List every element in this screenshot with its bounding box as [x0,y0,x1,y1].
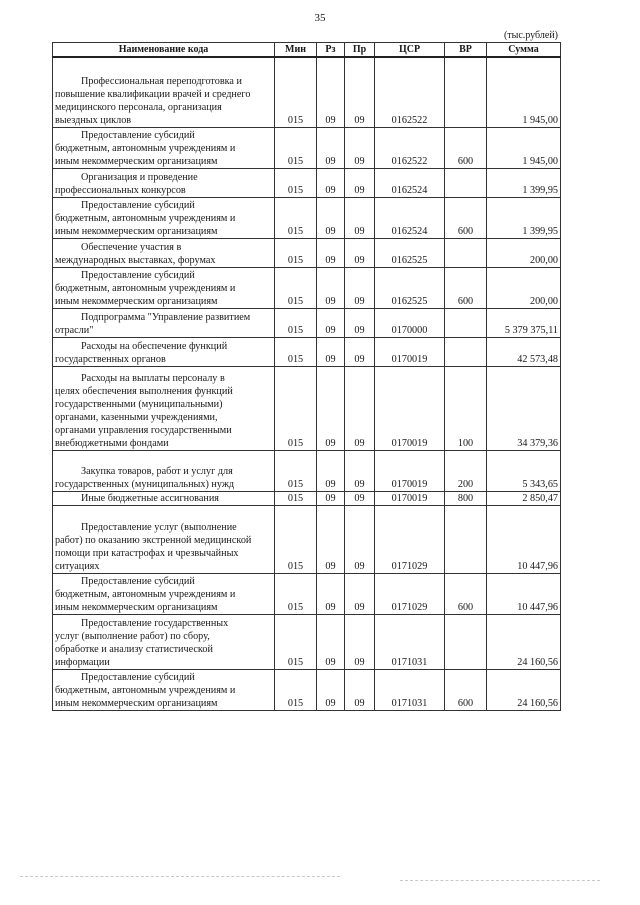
table-header [53,43,561,58]
row-rz: 09 [317,337,345,366]
row-vr: 600 [445,197,487,238]
row-name [53,614,275,669]
row-name-line: бюджетным, автономным учреждениям и [55,588,236,600]
scan-artifact-line [20,876,340,877]
row-sum: 200,00 [487,238,561,267]
table-row [53,57,561,127]
row-min: 015 [275,614,317,669]
row-name-line: услуг (выполнение работ) по сбору, [55,630,210,642]
header-row [53,43,561,58]
row-rz: 09 [317,168,345,197]
row-name-line: Иные бюджетные ассигнования [81,492,219,504]
row-rz: 09 [317,267,345,308]
row-csr: 0162524 [375,197,445,238]
row-vr: 600 [445,127,487,168]
row-csr: 0171029 [375,573,445,614]
row-vr: 600 [445,669,487,710]
row-name-line: профессиональных конкурсов [55,184,186,196]
row-sum: 200,00 [487,267,561,308]
row-name-line: бюджетным, автономным учреждениям и [55,684,236,696]
row-name [53,197,275,238]
row-vr [445,337,487,366]
row-sum: 5 343,65 [487,450,561,491]
row-rz: 09 [317,491,345,505]
row-name-line: государственными (муниципальными) [55,398,223,410]
row-name-line: Организация и проведение [81,171,198,183]
table-row [53,168,561,197]
row-name-line: повышение квалификации врачей и среднего [55,88,251,100]
row-name [53,366,275,450]
row-sum: 5 379 375,11 [487,308,561,337]
row-name-line: органами, казенными учреждениями, [55,411,218,423]
row-csr: 0162522 [375,57,445,127]
row-name-line: ситуациях [55,560,100,572]
row-sum: 24 160,56 [487,614,561,669]
row-name-line: иным некоммерческим организациям [55,295,218,307]
row-min: 015 [275,267,317,308]
row-name [53,505,275,573]
row-name [53,238,275,267]
row-min: 015 [275,197,317,238]
row-min: 015 [275,669,317,710]
row-name [53,450,275,491]
row-csr: 0170000 [375,308,445,337]
row-min: 015 [275,366,317,450]
row-name-line: иным некоммерческим организациям [55,225,218,237]
row-name-line: Предоставление государственных [81,617,229,629]
row-csr: 0170019 [375,366,445,450]
row-name-line: Профессиональная переподготовка и [81,75,242,87]
table-row [53,450,561,491]
row-name-line: бюджетным, автономным учреждениям и [55,212,236,224]
row-name-line: иным некоммерческим организациям [55,697,218,709]
row-min: 015 [275,168,317,197]
row-min: 015 [275,573,317,614]
row-pr: 09 [345,168,375,197]
row-name-line: медицинского персонала, организация [55,101,222,113]
row-sum: 1 399,95 [487,168,561,197]
row-name-line: целях обеспечения выполнения функций [55,385,233,397]
row-name-line: государственных (муниципальных) нужд [55,478,235,490]
row-name-line: внебюджетными фондами [55,437,169,449]
row-csr: 0170019 [375,491,445,505]
row-csr: 0170019 [375,450,445,491]
row-name-line: Предоставление субсидий [81,129,195,141]
row-name [53,337,275,366]
row-min: 015 [275,505,317,573]
row-name [53,573,275,614]
header-rz: Рз [317,43,345,58]
row-rz: 09 [317,573,345,614]
header-name: Наименование кода [53,43,275,58]
row-vr [445,238,487,267]
row-name-line: бюджетным, автономным учреждениям и [55,142,236,154]
table-row [53,366,561,450]
row-csr: 0162525 [375,267,445,308]
row-vr [445,57,487,127]
row-name-line: Закупка товаров, работ и услуг для [81,465,233,477]
row-sum: 1 399,95 [487,197,561,238]
row-name-line: Предоставление субсидий [81,575,195,587]
row-csr: 0171031 [375,614,445,669]
row-min: 015 [275,238,317,267]
row-name-line: работ) по оказанию экстренной медицинской [55,534,252,546]
row-csr: 0162524 [375,168,445,197]
row-pr: 09 [345,57,375,127]
row-name-line: иным некоммерческим организациям [55,155,218,167]
row-name-line: международных выставках, форумах [55,254,216,266]
row-rz: 09 [317,366,345,450]
row-name [53,308,275,337]
row-name-line: бюджетным, автономным учреждениям и [55,282,236,294]
row-min: 015 [275,127,317,168]
row-rz: 09 [317,308,345,337]
row-pr: 09 [345,505,375,573]
row-vr [445,168,487,197]
row-vr: 800 [445,491,487,505]
row-csr: 0170019 [375,337,445,366]
row-name-line: отрасли" [55,324,94,336]
table-row [53,491,561,505]
row-min: 015 [275,450,317,491]
row-name [53,57,275,127]
budget-table [52,42,561,711]
row-pr: 09 [345,669,375,710]
row-name-line: Расходы на обеспечение функций [81,340,228,352]
units-label: (тыс.рублей) [503,30,558,41]
row-pr: 09 [345,573,375,614]
row-pr: 09 [345,197,375,238]
row-name [53,267,275,308]
row-name-line: информации [55,656,110,668]
row-pr: 09 [345,238,375,267]
row-name-line: обработке и анализу статистической [55,643,213,655]
row-csr: 0171031 [375,669,445,710]
table-body [53,57,561,710]
row-min: 015 [275,308,317,337]
table-row [53,127,561,168]
row-pr: 09 [345,366,375,450]
scan-artifact-line [400,880,600,881]
row-rz: 09 [317,614,345,669]
row-sum: 2 850,47 [487,491,561,505]
row-vr: 600 [445,267,487,308]
row-pr: 09 [345,127,375,168]
row-name-line: органами управления государственными [55,424,232,436]
row-vr: 600 [445,573,487,614]
row-name [53,127,275,168]
row-rz: 09 [317,669,345,710]
row-vr: 100 [445,366,487,450]
row-min: 015 [275,491,317,505]
row-csr: 0162525 [375,238,445,267]
table-row [53,614,561,669]
row-sum: 34 379,36 [487,366,561,450]
row-sum: 10 447,96 [487,573,561,614]
row-pr: 09 [345,614,375,669]
header-sum: Сумма [487,43,561,58]
row-name-line: Обеспечение участия в [81,241,182,253]
row-csr: 0162522 [375,127,445,168]
table-row [53,267,561,308]
table-row [53,669,561,710]
row-sum: 1 945,00 [487,57,561,127]
table-row [53,238,561,267]
row-min: 015 [275,57,317,127]
table-row [53,308,561,337]
row-sum: 10 447,96 [487,505,561,573]
row-sum: 42 573,48 [487,337,561,366]
row-rz: 09 [317,127,345,168]
header-csr: ЦСР [375,43,445,58]
row-sum: 24 160,56 [487,669,561,710]
header-min: Мин [275,43,317,58]
row-min: 015 [275,337,317,366]
row-vr [445,614,487,669]
row-name-line: государственных органов [55,353,166,365]
row-vr [445,505,487,573]
row-name-line: Предоставление субсидий [81,671,195,683]
row-rz: 09 [317,57,345,127]
row-csr: 0171029 [375,505,445,573]
row-vr [445,308,487,337]
row-rz: 09 [317,450,345,491]
row-vr: 200 [445,450,487,491]
row-pr: 09 [345,267,375,308]
row-name-line: Предоставление субсидий [81,199,195,211]
row-pr: 09 [345,491,375,505]
row-name [53,491,275,505]
table-row [53,197,561,238]
row-name-line: иным некоммерческим организациям [55,601,218,613]
row-name-line: выездных циклов [55,114,132,126]
header-vr: ВР [445,43,487,58]
page-number: 35 [314,12,326,24]
table-row [53,573,561,614]
table-row [53,505,561,573]
row-name-line: Предоставление услуг (выполнение [81,521,237,533]
row-rz: 09 [317,197,345,238]
header-pr: Пр [345,43,375,58]
row-name-line: Расходы на выплаты персоналу в [81,372,225,384]
row-name-line: Подпрограмма "Управление развитием [81,311,251,323]
row-name-line: помощи при катастрофах и чрезвычайных [55,547,239,559]
row-name [53,168,275,197]
row-rz: 09 [317,505,345,573]
row-name [53,669,275,710]
row-pr: 09 [345,450,375,491]
row-name-line: Предоставление субсидий [81,269,195,281]
row-rz: 09 [317,238,345,267]
table-row [53,337,561,366]
row-pr: 09 [345,308,375,337]
row-sum: 1 945,00 [487,127,561,168]
row-pr: 09 [345,337,375,366]
